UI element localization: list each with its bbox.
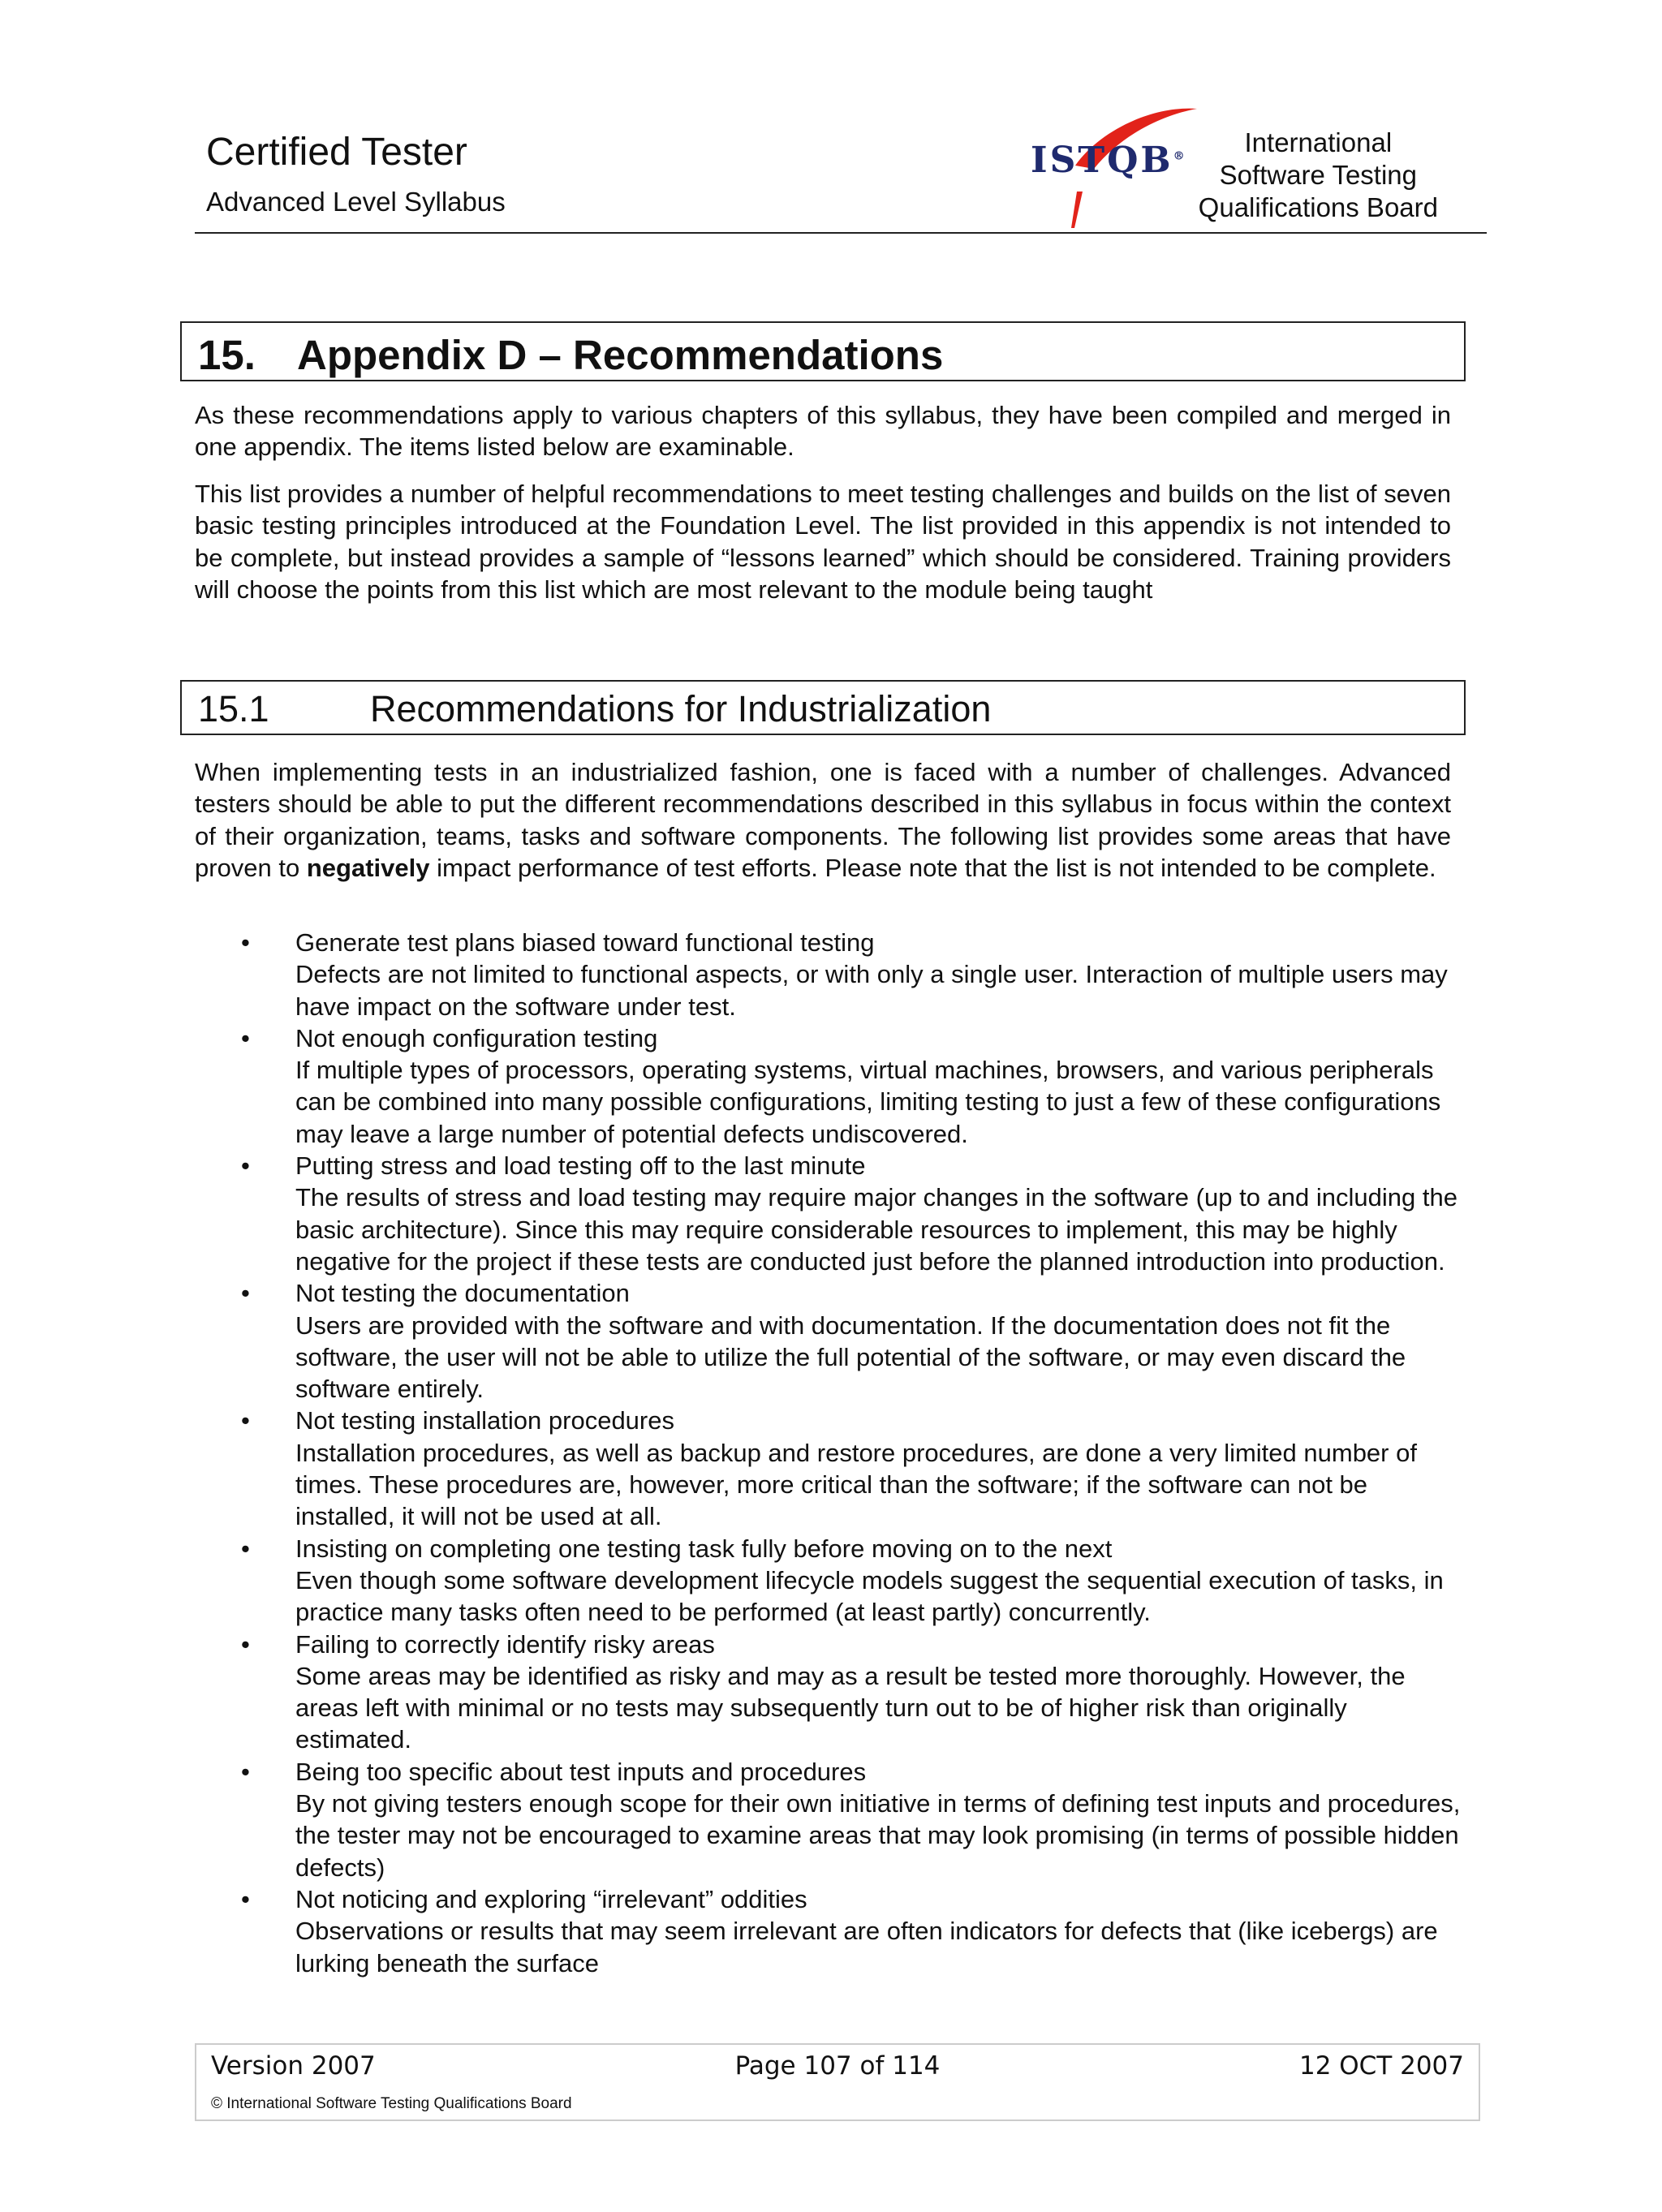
logo-text: ISTQB <box>1031 140 1173 181</box>
list-item <box>195 1756 1461 1883</box>
recommendation-title: Insisting on completing one testing task fully before moving on to the next <box>295 1534 1113 1563</box>
recommendation-description: Installation procedures, as well as backup and restore procedures, are done a very limited number of times. These procedures are, however, more critical than the software; if the software can not be installed, it will not be used at all. <box>295 1438 1417 1531</box>
list-item <box>195 1277 1461 1405</box>
organization-name <box>1199 127 1438 224</box>
document-subtitle: Advanced Level Syllabus <box>206 187 506 217</box>
recommendation-description: Some areas may be identified as risky and may as a result be tested more thoroughly. However, the areas left with minimal or no tests may subsequently turn out to be of higher risk than originally estimated. <box>295 1661 1406 1754</box>
chapter-title: Appendix D – Recommendations <box>297 332 944 378</box>
bullet-icon: • <box>241 1757 250 1786</box>
org-line-2: Software Testing <box>1219 160 1418 190</box>
recommendation-title: Putting stress and load testing off to the last minute <box>295 1151 866 1181</box>
recommendation-description: If multiple types of processors, operating systems, virtual machines, browsers, and various peripherals can be combined into many possible configurations, limiting testing to just a few of these configurations may leave a large number of potential defects undiscovered. <box>295 1056 1441 1148</box>
section-number: 15.1 <box>198 688 269 729</box>
bullet-icon: • <box>241 1884 250 1913</box>
footer-copyright: © International Software Testing Qualifications Board <box>211 2095 572 2112</box>
recommendation-description: Defects are not limited to functional aspects, or with only a single user. Interaction of multiple users may have impact on the software under test. <box>295 960 1448 1021</box>
recommendation-description: By not giving testers enough scope for their own initiative in terms of defining test inputs and procedures, the tester may not be encouraged to examine areas that may look promising (in terms of possible hidden defects) <box>295 1789 1461 1882</box>
list-item <box>195 1150 1461 1277</box>
bullet-icon: • <box>241 1406 250 1435</box>
logo-wordmark <box>1031 140 1185 181</box>
recommendation-title: Not testing the documentation <box>295 1279 630 1308</box>
list-item <box>195 927 1461 1022</box>
chapter-heading <box>180 321 1466 381</box>
footer-date: 12 OCT 2007 <box>1298 2051 1464 2081</box>
intro-bold-word: negatively <box>306 853 430 882</box>
document-title: Certified Tester <box>206 131 467 174</box>
section-heading <box>180 680 1466 735</box>
intro-text-part-1: When implementing tests in an industrialized fashion, one is faced with a number of challenges. Advanced testers should be able to put the different recommendations described in this syllabus in focus within the context of their organization, teams, tasks and software components. The following list provides some areas that have proven to <box>195 758 1451 882</box>
list-item <box>195 1883 1461 1979</box>
intro-text-part-2: impact performance of test efforts. Please note that the list is not intended to be complete. <box>429 853 1436 882</box>
recommendation-title: Not noticing and exploring “irrelevant” oddities <box>295 1884 807 1913</box>
bullet-icon: • <box>241 1023 250 1052</box>
bullet-icon: • <box>241 1151 250 1181</box>
page-footer <box>195 2043 1480 2121</box>
recommendation-title: Being too specific about test inputs and procedures <box>295 1757 867 1786</box>
recommendation-title: Failing to correctly identify risky areas <box>295 1629 715 1659</box>
istqb-logo <box>1031 102 1217 232</box>
bullet-icon: • <box>241 1279 250 1308</box>
recommendations-list <box>195 927 1461 1979</box>
section-title: Recommendations for Industrialization <box>370 688 992 729</box>
page-header <box>195 122 1487 234</box>
recommendation-description: The results of stress and load testing may require major changes in the software (up to and including the basic architecture). Since this may require considerable resources to implement, this may be highly negative for the project if these tests are conducted just before the planned introduction into production. <box>295 1183 1457 1276</box>
recommendation-description: Users are provided with the software and with documentation. If the documentation does not fit the software, the user will not be able to utilize the full potential of the software, or may even discard the software entirely. <box>295 1310 1406 1404</box>
list-item <box>195 1533 1461 1629</box>
intro-paragraph-2: This list provides a number of helpful recommendations to meet testing challenges and builds on the list of seven basic testing principles introduced at the Foundation Level. The list provided in this appendix is not intended to be complete, but instead provides a sample of “lessons learned” which should be considered. Training providers will choose the points from this list which are most relevant to the module being taught <box>195 480 1451 604</box>
recommendation-title: Generate test plans biased toward functional testing <box>295 928 875 957</box>
recommendation-title: Not enough configuration testing <box>295 1023 658 1052</box>
footer-version: Version 2007 <box>211 2051 376 2081</box>
recommendation-title: Not testing installation procedures <box>295 1406 674 1435</box>
bullet-icon: • <box>241 1629 250 1659</box>
section-intro-paragraph <box>195 756 1451 884</box>
chapter-number: 15. <box>198 332 256 378</box>
footer-page-number: Page 107 of 114 <box>734 2051 941 2081</box>
list-item <box>195 1022 1461 1150</box>
list-item <box>195 1629 1461 1756</box>
bullet-icon: • <box>241 1534 250 1563</box>
intro-paragraph-1: As these recommendations apply to various chapters of this syllabus, they have been compiled and merged in one appendix. The items listed below are examinable. <box>195 401 1451 462</box>
registered-mark: ® <box>1173 149 1185 163</box>
org-line-3: Qualifications Board <box>1198 192 1438 222</box>
recommendation-description: Observations or results that may seem irrelevant are often indicators for defects that (like icebergs) are lurking beneath the surface <box>295 1917 1438 1977</box>
recommendation-description: Even though some software development lifecycle models suggest the sequential execution of tasks, in practice many tasks often need to be performed (at least partly) concurrently. <box>295 1565 1444 1627</box>
org-line-1: International <box>1244 127 1393 157</box>
bullet-icon: • <box>241 928 250 957</box>
list-item <box>195 1405 1461 1532</box>
